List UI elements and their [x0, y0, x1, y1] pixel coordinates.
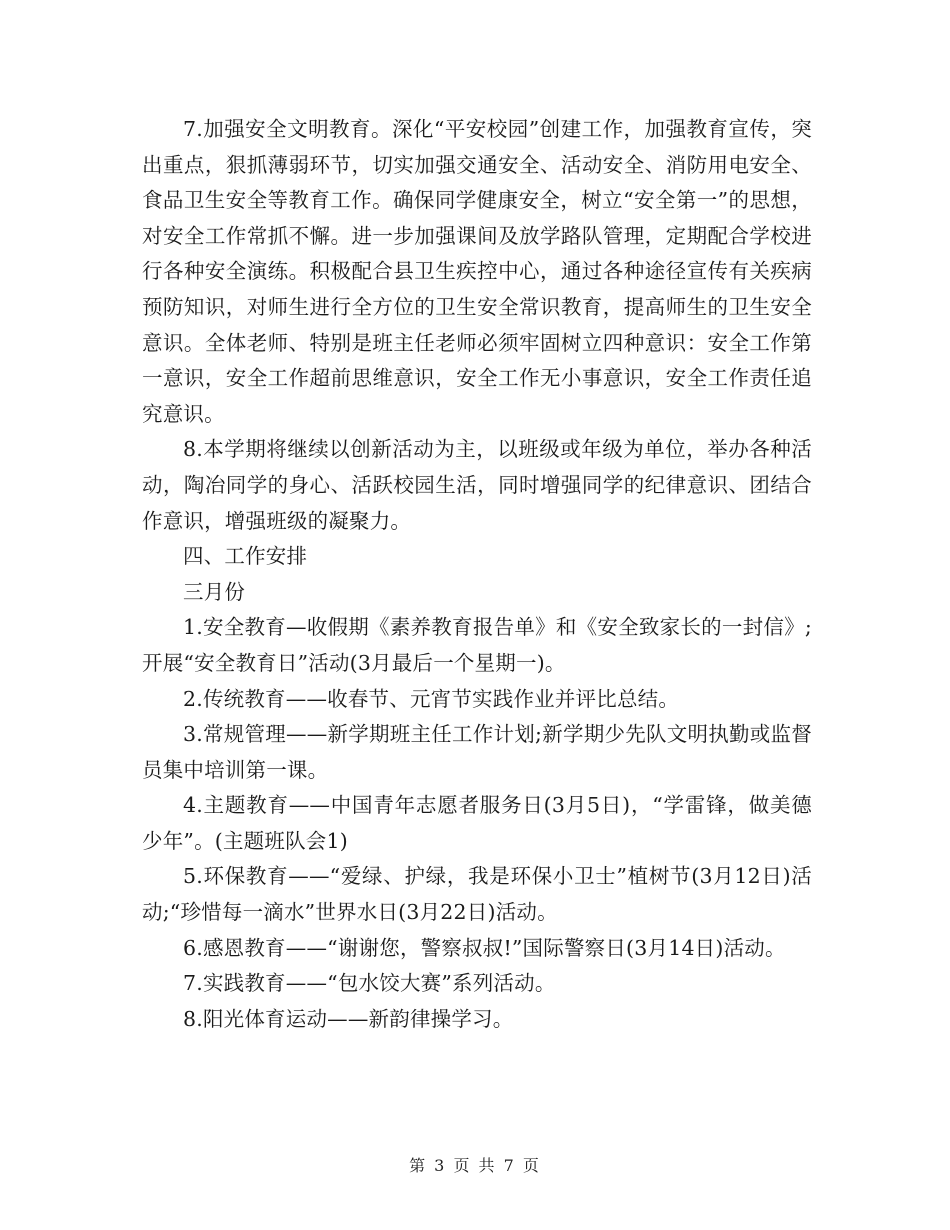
page-number-footer: 第 3 页 共 7 页	[409, 1156, 541, 1175]
section-heading-work-arrangement: 四、工作安排	[183, 544, 308, 569]
paragraph-safety-education: 7.加强安全文明教育。深化“平安校园”创建工作，加强教育宣传，突出重点，狠抓薄弱环节，切实加强交通安全、活动安全、消防用电安全、食品卫生安全等教育工作。确保同学健康安全，树立“安全第一”的思想，对安全工作常抓不懈。进一步加强课间及放学路队管理，定期配合学校进行各种安全演练。积极配合县卫生疾控中心，通过各种途径宣传有关疾病预防知识，对师生进行全方位的卫生安全常识教育，提高师生的卫生安全意识。全体老师、特别是班主任老师必须牢固树立四种意识：安全工作第一意识，安全工作超前思维意识，安全工作无小事意识，安全工作责任追究意识。	[142, 117, 812, 426]
document-body	[142, 112, 812, 1037]
list-item-sports-activity: 8.阳光体育运动——新韵律操学习。	[183, 1006, 514, 1031]
month-heading-march: 三月份	[183, 579, 246, 604]
list-item-environmental-education: 5.环保教育——“爱绿、护绿，我是环保小卫士”植树节(3月12日)活动;“珍惜每一滴水”世界水日(3月22日)活动。	[142, 864, 812, 925]
paragraph-innovation-activities: 8.本学期将继续以创新活动为主，以班级或年级为单位，举办各种活动，陶冶同学的身心、活跃校园生活，同时增强同学的纪律意识、团结合作意识，增强班级的凝聚力。	[142, 437, 812, 533]
list-item-routine-management: 3.常规管理——新学期班主任工作计划;新学期少先队文明执勤或监督员集中培训第一课。	[142, 722, 812, 782]
list-item-safety-education: 1.安全教育—收假期《素养教育报告单》和《安全致家长的一封信》;开展“安全教育日”活动(3月最后一个星期一)。	[142, 615, 812, 675]
list-item-theme-education: 4.主题教育——中国青年志愿者服务日(3月5日)，“学雷锋，做美德少年”。(主题班队会1)	[142, 793, 812, 853]
list-item-gratitude-education: 6.感恩教育——“谢谢您，警察叔叔!”国际警察日(3月14日)活动。	[183, 935, 786, 960]
list-item-practice-education: 7.实践教育——“包水饺大赛”系列活动。	[183, 971, 556, 996]
list-item-traditional-education: 2.传统教育——收春节、元宵节实践作业并评比总结。	[183, 686, 680, 711]
